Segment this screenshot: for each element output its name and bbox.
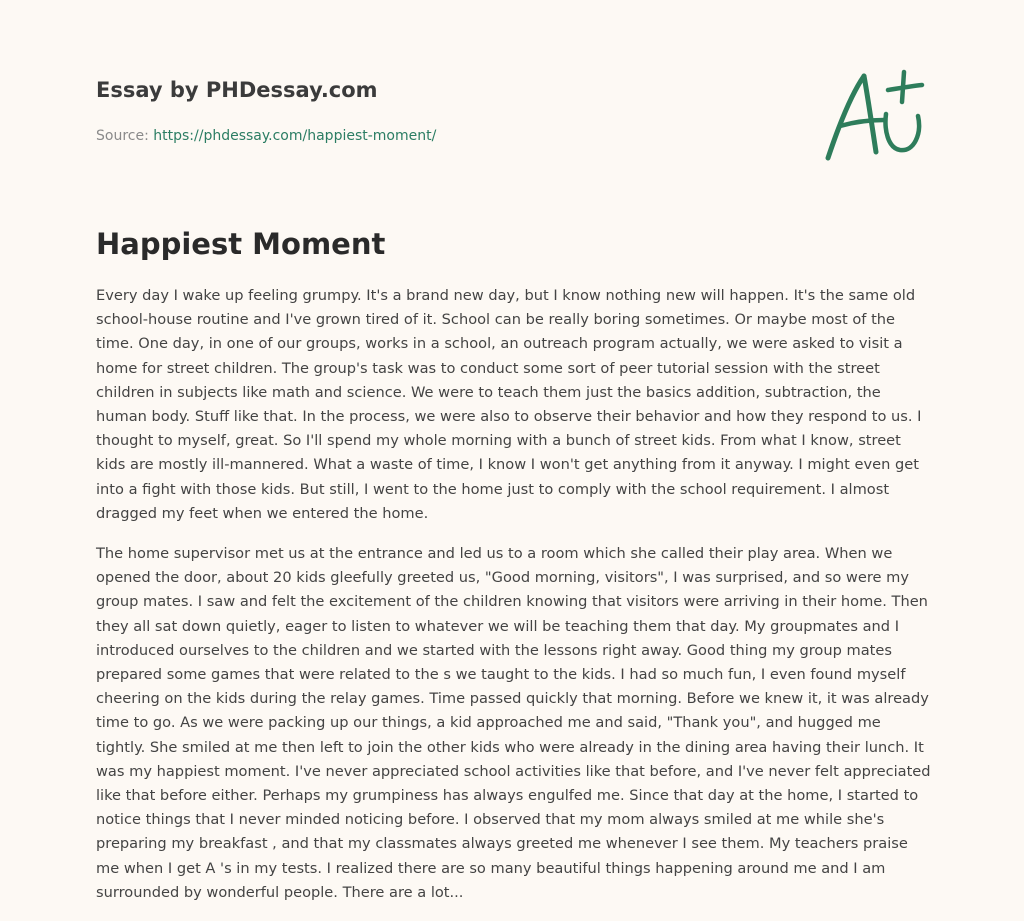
essay-header [96,76,796,146]
source-label: Source: [96,128,149,144]
essay-paragraph: The home supervisor met us at the entrance and led us to a room which she called their play area. When we opened the door, about 20 kids gleefully greeted us, "Good morning, visitors", I was surprised, and so were my group mates. I saw and felt the excitement of the children knowing that visitors were arriving in their home. Then they all sat down quietly, eager to listen to whatever we will be teaching them that day. My groupmates and I introduced ourselves to the children and we started with the lessons right away. Good thing my group mates prepared some games that were related to the s we taught to the kids. I had so much fun, I even found myself cheering on the kids during the relay games. Time passed quickly that morning. Before we knew it, it was already time to go. As we were packing up our things, a kid approached me and said, "Thank you", and hugged me tightly. She smiled at me then left to join the other kids who were already in the dining area having their lunch. It was my happiest moment. I've never appreciated school activities like that before, and I've never felt appreciated like that before either. Perhaps my grumpiness has always engulfed me. Since that day at the home, I started to notice things that I never minded noticing before. I observed that my mom always smiled at me while she's preparing my breakfast , and that my classmates always greeted me whenever I see them. My teachers praise me when I get A 's in my tests. I realized there are so many beautiful things happening around me and I am surrounded by wonderful people. There are a lot... [96,545,931,901]
essay-title: Happiest Moment [96,227,386,261]
source-line [96,126,796,146]
site-title: Essay by PHDessay.com [96,78,378,102]
essay-body [96,284,931,921]
a-plus-grade-svg [822,68,926,164]
source-link[interactable]: https://phdessay.com/happiest-moment/ [153,128,437,144]
essay-paragraph: Every day I wake up feeling grumpy. It's a brand new day, but I know nothing new will happen. It's the same old school-house routine and I've grown tired of it. School can be really boring sometimes. Or maybe most of the time. One day, in one of our groups, works in a school, an outreach program actually, we were asked to visit a home for street children. The group's task was to conduct some sort of peer tutorial session with the street children in subjects like math and science. We were to teach them just the basics addition, subtraction, the human body. Stuff like that. In the process, we were also to observe their behavior and how they respond to us. I thought to myself, great. So I'll spend my whole morning with a bunch of street kids. From what I know, street kids are mostly ill-mannered. What a waste of time, I know I won't get anything from it anyway. I might even get into a fight with those kids. But still, I went to the home just to comply with the school requirement. I almost dragged my feet when we entered the home. [96,287,922,522]
a-plus-grade-icon [822,68,926,164]
